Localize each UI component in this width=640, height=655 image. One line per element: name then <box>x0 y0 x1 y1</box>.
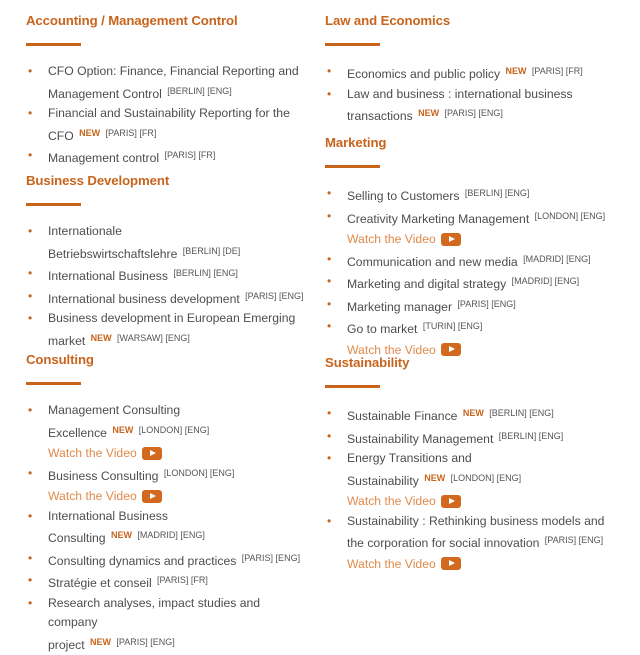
program-item[interactable] <box>325 427 625 450</box>
bullet-icon: • <box>327 207 331 227</box>
program-title[interactable]: International Business <box>48 509 168 523</box>
new-badge: NEW <box>91 333 112 343</box>
location-language-tag: [MADRID] [ENG] <box>523 254 591 264</box>
watch-video-link[interactable] <box>347 554 461 574</box>
bullet-icon: • <box>28 104 32 124</box>
watch-video-label[interactable]: Watch the Video <box>347 340 436 360</box>
location-language-tag: [BERLIN] [ENG] <box>499 431 564 441</box>
program-title[interactable]: Law and business : international business <box>347 87 573 101</box>
location-language-tag: [PARIS] [ENG] <box>457 299 515 309</box>
new-badge: NEW <box>79 128 100 138</box>
new-badge: NEW <box>90 637 111 647</box>
program-title[interactable]: Research analyses, impact studies and company <box>48 596 260 630</box>
program-title-cont[interactable]: the corporation for social innovation <box>347 536 539 550</box>
section-title: Accounting / Management Control <box>26 13 306 29</box>
location-language-tag: [BERLIN] [ENG] <box>167 86 232 96</box>
bullet-icon: • <box>28 264 32 284</box>
location-language-tag: [BERLIN] [ENG] <box>489 408 554 418</box>
bullet-icon: • <box>327 404 331 424</box>
bullet-icon: • <box>327 250 331 270</box>
bullet-icon: • <box>327 295 331 315</box>
bullet-icon: • <box>28 507 32 527</box>
program-title[interactable]: Communication and new media <box>347 255 518 269</box>
bullet-icon: • <box>28 594 32 614</box>
program-item[interactable] <box>325 250 625 273</box>
bullet-icon: • <box>28 571 32 591</box>
watch-video-link[interactable] <box>347 229 461 249</box>
watch-video-link[interactable] <box>48 443 162 463</box>
program-title-cont[interactable]: Consulting <box>48 531 106 545</box>
section-consulting <box>26 352 306 655</box>
program-title[interactable]: Marketing manager <box>347 300 452 314</box>
bullet-icon: • <box>28 549 32 569</box>
play-icon[interactable] <box>142 490 162 503</box>
program-item[interactable] <box>325 317 625 360</box>
program-title[interactable]: Sustainability : Rethinking business models and <box>347 514 604 528</box>
section-title: Sustainability <box>325 355 625 371</box>
location-language-tag: [PARIS] [ENG] <box>545 535 603 545</box>
program-title-cont[interactable]: CFO <box>48 129 74 143</box>
location-language-tag: [BERLIN] [ENG] <box>465 188 530 198</box>
program-item[interactable] <box>26 264 306 287</box>
program-title[interactable]: Sustainability Management <box>347 432 493 446</box>
location-language-tag: [MADRID] [ENG] <box>512 276 580 286</box>
location-language-tag: [MADRID] [ENG] <box>137 530 205 540</box>
program-item[interactable] <box>26 594 306 655</box>
program-title[interactable]: Financial and Sustainability Reporting for the <box>48 106 290 120</box>
program-title[interactable]: CFO Option: Finance, Financial Reporting and <box>48 64 299 78</box>
program-list <box>325 62 625 127</box>
program-title-cont[interactable]: Sustainability <box>347 474 419 488</box>
play-icon[interactable] <box>441 495 461 508</box>
location-language-tag: [LONDON] [ENG] <box>139 425 210 435</box>
program-item[interactable] <box>325 449 625 512</box>
section-accounting <box>26 13 306 169</box>
play-icon[interactable] <box>441 557 461 570</box>
program-title[interactable]: Energy Transitions and <box>347 451 472 465</box>
section-underline <box>26 203 81 206</box>
location-language-tag: [PARIS] [ENG] <box>116 637 174 647</box>
watch-video-label[interactable]: Watch the Video <box>347 554 436 574</box>
section-sustainability <box>325 355 625 574</box>
bullet-icon: • <box>327 427 331 447</box>
section-underline <box>26 43 81 46</box>
bullet-icon: • <box>28 401 32 421</box>
section-marketing <box>325 135 625 360</box>
program-title-cont[interactable]: Excellence <box>48 426 107 440</box>
bullet-icon: • <box>28 62 32 82</box>
program-item[interactable] <box>26 104 306 146</box>
watch-video-label[interactable]: Watch the Video <box>48 486 137 506</box>
program-item[interactable] <box>325 85 625 127</box>
program-title-cont[interactable]: Management Control <box>48 87 162 101</box>
location-language-tag: [PARIS] [FR] <box>165 150 216 160</box>
program-title[interactable]: Selling to Customers <box>347 189 459 203</box>
location-language-tag: [LONDON] [ENG] <box>164 468 235 478</box>
program-title[interactable]: Marketing and digital strategy <box>347 277 506 291</box>
bullet-icon: • <box>327 184 331 204</box>
bullet-icon: • <box>28 287 32 307</box>
new-badge: NEW <box>112 425 133 435</box>
section-title: Law and Economics <box>325 13 625 29</box>
location-language-tag: [PARIS] [ENG] <box>242 553 300 563</box>
program-item[interactable] <box>325 272 625 295</box>
program-list <box>26 62 306 169</box>
program-item[interactable] <box>325 404 625 427</box>
program-item[interactable] <box>325 295 625 318</box>
bullet-icon: • <box>28 309 32 329</box>
watch-video-label[interactable]: Watch the Video <box>347 229 436 249</box>
new-badge: NEW <box>111 530 132 540</box>
program-item[interactable] <box>325 62 625 85</box>
bullet-icon: • <box>327 317 331 337</box>
new-badge: NEW <box>463 408 484 418</box>
section-title: Consulting <box>26 352 306 368</box>
section-business-development <box>26 173 306 351</box>
watch-video-label[interactable]: Watch the Video <box>48 443 137 463</box>
section-underline <box>325 43 380 46</box>
location-language-tag: [PARIS] [FR] <box>157 575 208 585</box>
watch-video-link[interactable] <box>347 491 461 511</box>
location-language-tag: [PARIS] [ENG] <box>445 108 503 118</box>
bullet-icon: • <box>28 464 32 484</box>
program-item[interactable] <box>325 512 625 575</box>
location-language-tag: [PARIS] [FR] <box>106 128 157 138</box>
program-list <box>325 184 625 360</box>
program-title[interactable]: Business development in European Emerging <box>48 311 295 325</box>
new-badge: NEW <box>424 473 445 483</box>
program-list <box>26 222 306 351</box>
bullet-icon: • <box>327 512 331 532</box>
section-title: Business Development <box>26 173 306 189</box>
program-title[interactable]: Creativity Marketing Management <box>347 212 529 226</box>
location-language-tag: [TURIN] [ENG] <box>423 321 483 331</box>
program-item[interactable] <box>26 549 306 572</box>
program-list <box>325 404 625 574</box>
location-language-tag: [PARIS] [ENG] <box>245 291 303 301</box>
program-item[interactable] <box>26 222 306 264</box>
program-item[interactable] <box>26 401 306 464</box>
program-item[interactable] <box>26 146 306 169</box>
section-law-economics <box>325 13 625 127</box>
watch-video-label[interactable]: Watch the Video <box>347 491 436 511</box>
play-icon[interactable] <box>142 447 162 460</box>
location-language-tag: [LONDON] [ENG] <box>535 211 606 221</box>
program-item[interactable] <box>26 571 306 594</box>
program-title[interactable]: Stratégie et conseil <box>48 576 152 590</box>
bullet-icon: • <box>327 272 331 292</box>
location-language-tag: [BERLIN] [DE] <box>183 246 241 256</box>
bullet-icon: • <box>327 85 331 105</box>
program-title[interactable]: Consulting dynamics and practices <box>48 554 236 568</box>
program-item[interactable] <box>26 62 306 104</box>
program-title-cont[interactable]: transactions <box>347 109 413 123</box>
program-title[interactable]: International Business <box>48 269 168 283</box>
watch-video-link[interactable] <box>48 486 162 506</box>
program-item[interactable] <box>325 207 625 250</box>
program-item[interactable] <box>26 287 306 310</box>
section-underline <box>325 165 380 168</box>
program-title[interactable]: Internationale <box>48 224 122 238</box>
section-underline <box>325 385 380 388</box>
bullet-icon: • <box>28 146 32 166</box>
bullet-icon: • <box>327 449 331 469</box>
program-title[interactable]: Management control <box>48 151 159 165</box>
play-icon[interactable] <box>441 233 461 246</box>
program-title[interactable]: International business development <box>48 292 240 306</box>
new-badge: NEW <box>506 66 527 76</box>
program-title[interactable]: Sustainable Finance <box>347 409 457 423</box>
location-language-tag: [BERLIN] [ENG] <box>173 268 238 278</box>
program-title-cont[interactable]: project <box>48 638 85 652</box>
program-item[interactable] <box>26 507 306 549</box>
program-item[interactable] <box>26 309 306 351</box>
program-list <box>26 401 306 655</box>
section-title: Marketing <box>325 135 625 151</box>
program-title-cont[interactable]: Betriebswirtschaftslehre <box>48 247 177 261</box>
location-language-tag: [WARSAW] [ENG] <box>117 333 190 343</box>
bullet-icon: • <box>28 222 32 242</box>
program-title[interactable]: Economics and public policy <box>347 67 500 81</box>
location-language-tag: [PARIS] [FR] <box>532 66 583 76</box>
location-language-tag: [LONDON] [ENG] <box>451 473 522 483</box>
program-item[interactable] <box>325 184 625 207</box>
bullet-icon: • <box>327 62 331 82</box>
program-item[interactable] <box>26 464 306 507</box>
program-title[interactable]: Management Consulting <box>48 403 180 417</box>
new-badge: NEW <box>418 108 439 118</box>
program-title[interactable]: Business Consulting <box>48 469 158 483</box>
program-title[interactable]: Go to market <box>347 322 417 336</box>
section-underline <box>26 382 81 385</box>
program-title-cont[interactable]: market <box>48 334 85 348</box>
